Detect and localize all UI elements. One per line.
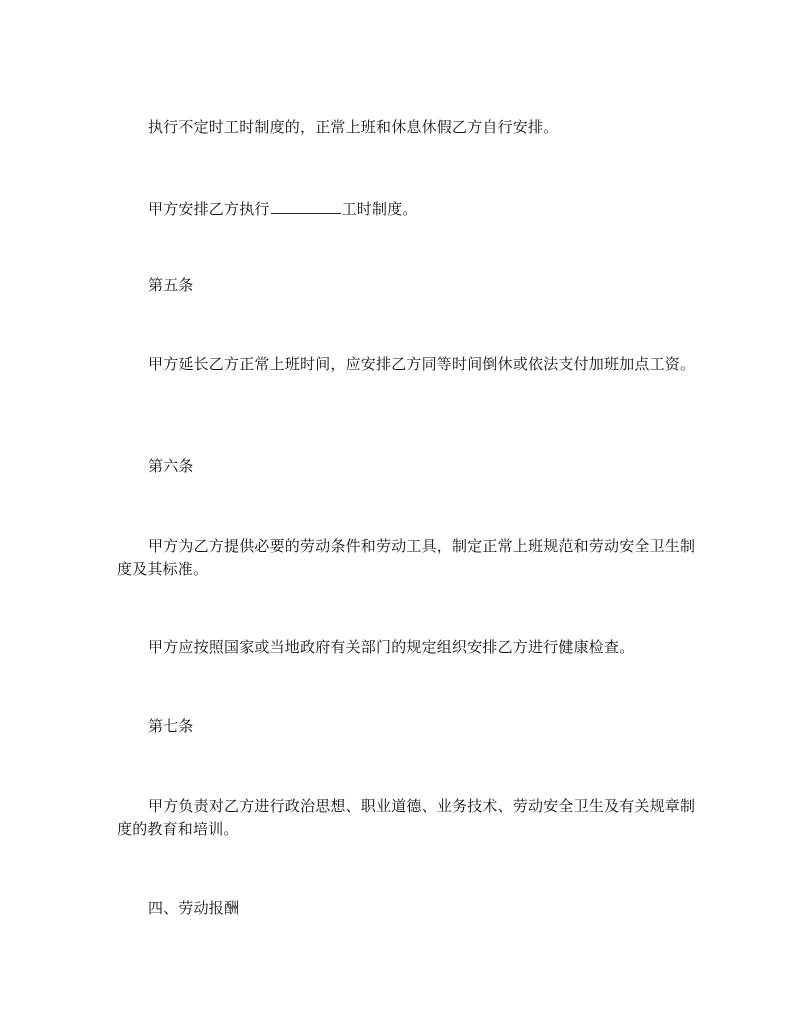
article-5-heading: 第五条 <box>148 276 194 294</box>
paragraph-working-conditions: 甲方为乙方提供必要的劳动条件和劳动工具，制定正常上班规范和劳动安全卫生制度及其标准。 <box>117 537 696 578</box>
section-4-heading: 四、劳动报酬 <box>148 899 240 917</box>
paragraph-text-before-blank: 甲方安排乙方执行 <box>148 200 270 218</box>
article-7-heading: 第七条 <box>148 717 194 735</box>
paragraph-training: 甲方负责对乙方进行政治思想、职业道德、业务技术、劳动安全卫生及有关规章制度的教育和培训。 <box>117 797 696 838</box>
paragraph-text-after-blank: 工时制度。 <box>341 200 418 218</box>
paragraph-irregular-hours: 执行不定时工时制度的，正常上班和休息休假乙方自行安排。 <box>148 118 559 136</box>
paragraph-overtime: 甲方延长乙方正常上班时间，应安排乙方同等时间倒休或依法支付加班加点工资。 <box>148 355 696 373</box>
fill-in-blank-line[interactable] <box>271 198 341 214</box>
paragraph-health-check: 甲方应按照国家或当地政府有关部门的规定组织安排乙方进行健康检查。 <box>148 638 635 656</box>
article-6-heading: 第六条 <box>148 457 194 475</box>
paragraph-working-hours-system <box>117 198 697 221</box>
